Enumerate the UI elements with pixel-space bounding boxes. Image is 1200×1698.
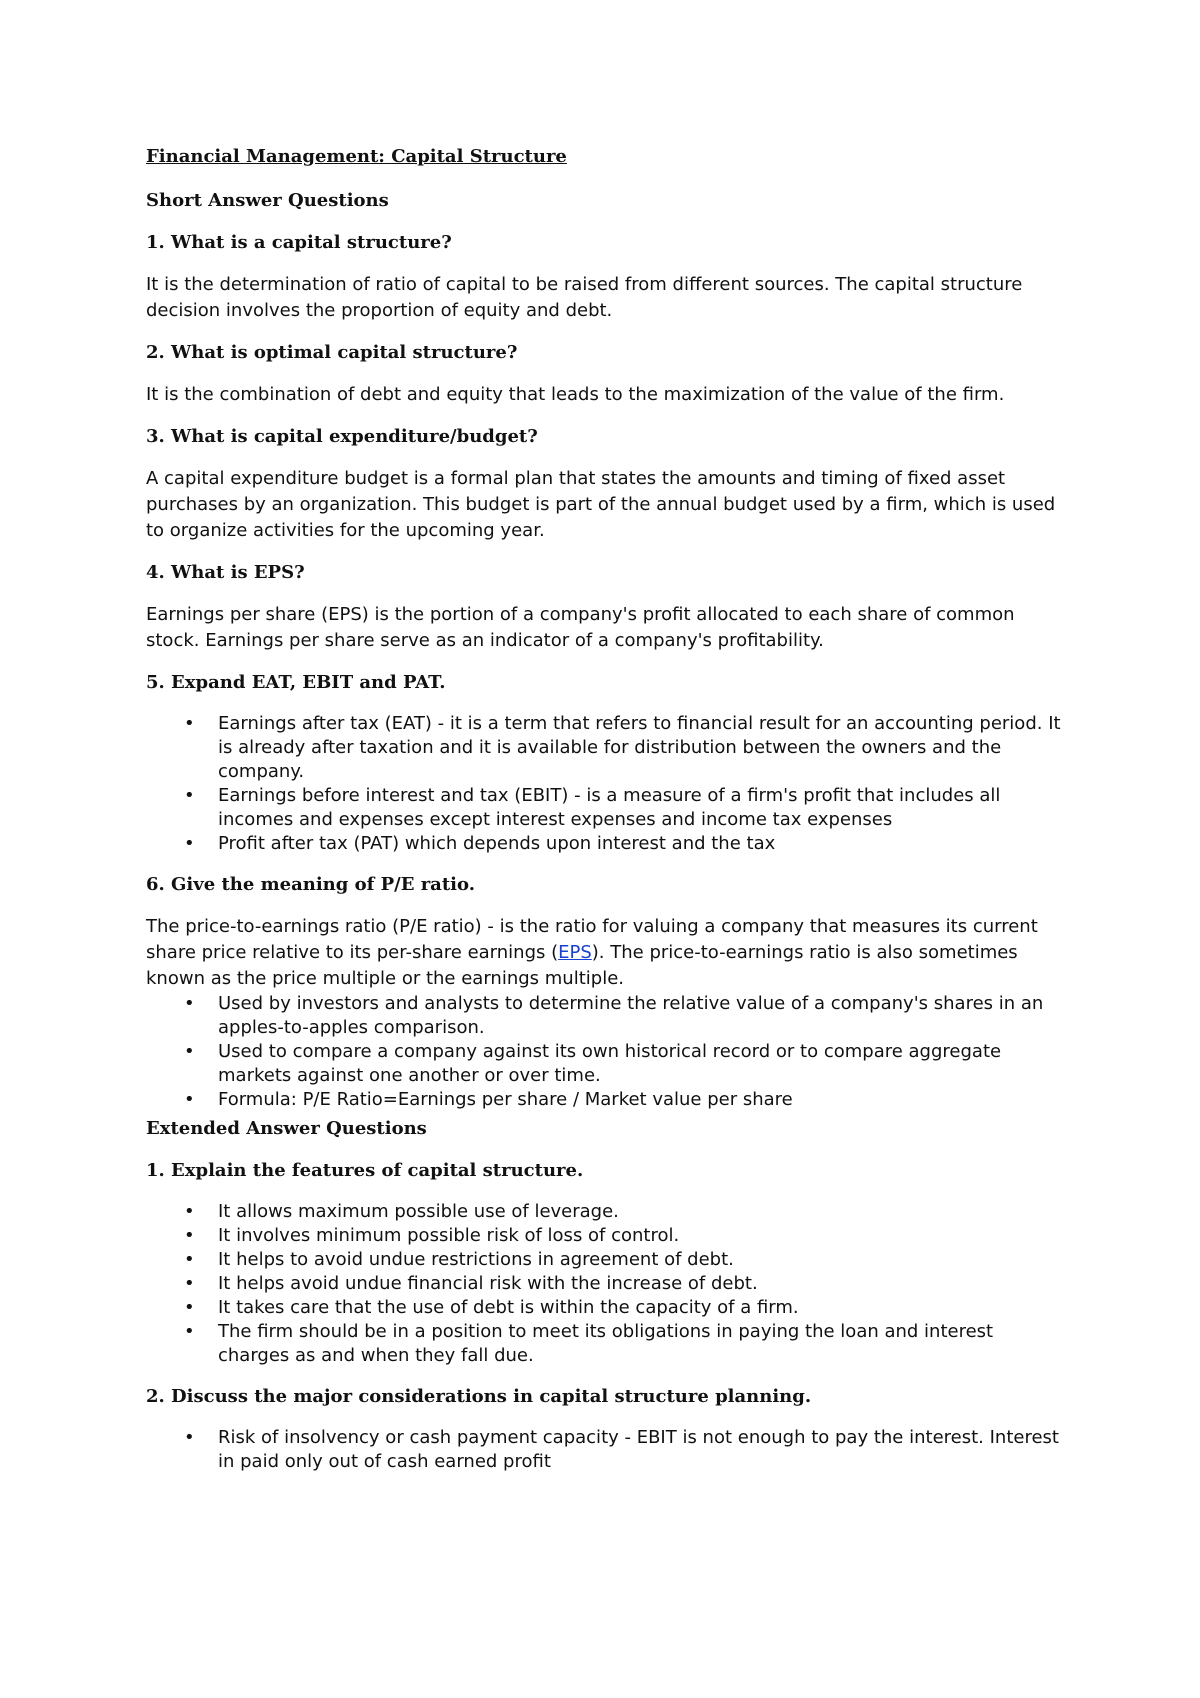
extended-answer-heading: Extended Answer Questions	[146, 1118, 427, 1139]
answer-6-text-start: The price-to-earnings ratio (P/E ratio) - is the ratio for valuing a company that measures its current share price relative to its per-share earnings (	[146, 916, 1038, 963]
list-item: • Earnings after tax (EAT) - it is a term that refers to financial result for an accounting period. It is already after taxation and it is available for distribution between the owners and the company.	[218, 712, 1066, 784]
list-item: • It involves minimum possible risk of loss of control.	[218, 1224, 1066, 1248]
short-answer-heading: Short Answer Questions	[146, 190, 389, 211]
list-item: • Formula: P/E Ratio=Earnings per share / Market value per share	[218, 1088, 1066, 1112]
extended-question-1: 1. Explain the features of capital structure.	[146, 1160, 584, 1181]
extended-question-2: 2. Discuss the major considerations in capital structure planning.	[146, 1386, 812, 1407]
list-item: • It allows maximum possible use of leverage.	[218, 1200, 1066, 1224]
list-item: • It helps avoid undue financial risk with the increase of debt.	[218, 1272, 1066, 1296]
answer-6-list	[146, 992, 1066, 1112]
list-item: • The firm should be in a position to meet its obligations in paying the loan and interest charges as and when they fall due.	[218, 1320, 1066, 1368]
question-3: 3. What is capital expenditure/budget?	[146, 426, 538, 447]
question-1: 1. What is a capital structure?	[146, 232, 452, 253]
list-item: • Used by investors and analysts to determine the relative value of a company's shares in an apples-to-apples comparison.	[218, 992, 1066, 1040]
answer-3: A capital expenditure budget is a formal plan that states the amounts and timing of fixed asset purchases by an organization. This budget is part of the annual budget used by a firm, which is used to organize activities for the upcoming year.	[146, 468, 1056, 541]
list-item: • It helps to avoid undue restrictions in agreement of debt.	[218, 1248, 1066, 1272]
eps-link[interactable]: EPS	[558, 942, 592, 963]
list-item: • Profit after tax (PAT) which depends upon interest and the tax	[218, 832, 1066, 856]
question-5: 5. Expand EAT, EBIT and PAT.	[146, 672, 446, 693]
question-6: 6. Give the meaning of P/E ratio.	[146, 874, 475, 895]
answer-5-list	[146, 712, 1066, 856]
list-item: • Used to compare a company against its own historical record or to compare aggregate markets against one another or over time.	[218, 1040, 1066, 1088]
question-4: 4. What is EPS?	[146, 562, 305, 583]
extended-answer-1-list	[146, 1200, 1066, 1368]
list-item: • Risk of insolvency or cash payment capacity - EBIT is not enough to pay the interest. Interest in paid only out of cash earned profit	[218, 1426, 1066, 1474]
list-item: • Earnings before interest and tax (EBIT) - is a measure of a firm's profit that includes all incomes and expenses except interest expenses and income tax expenses	[218, 784, 1066, 832]
answer-6	[146, 914, 1066, 992]
list-item: • It takes care that the use of debt is within the capacity of a firm.	[218, 1296, 1066, 1320]
answer-6-text-end: ). The price-to-earnings ratio is also sometimes known as the price multiple or the earnings multiple.	[146, 942, 1018, 989]
document-content	[146, 144, 1066, 1490]
question-2: 2. What is optimal capital structure?	[146, 342, 518, 363]
extended-answer-2-list	[146, 1426, 1066, 1474]
answer-1: It is the determination of ratio of capital to be raised from different sources. The capital structure decision involves the proportion of equity and debt.	[146, 274, 1023, 321]
answer-2: It is the combination of debt and equity that leads to the maximization of the value of the firm.	[146, 384, 1005, 405]
answer-4: Earnings per share (EPS) is the portion of a company's profit allocated to each share of common stock. Earnings per share serve as an indicator of a company's profitability.	[146, 604, 1015, 651]
document-title: Financial Management: Capital Structure	[146, 146, 567, 167]
